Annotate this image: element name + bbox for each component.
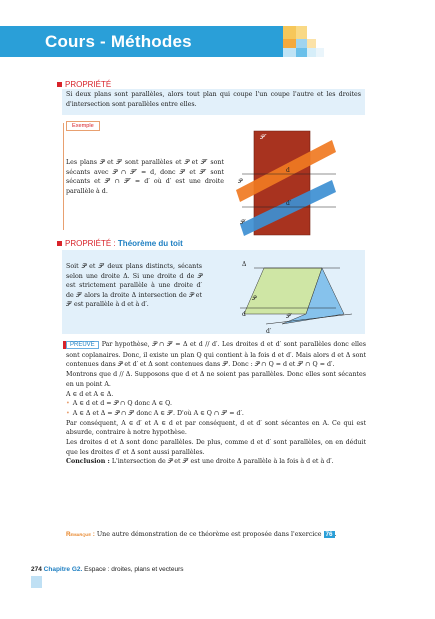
theorem-heading: PROPRIÉTÉ : Théorème du toit bbox=[57, 239, 183, 248]
label-d: d bbox=[286, 167, 290, 174]
theorem-text: Soit 𝒫 et 𝒫′ deux plans distincts, sécants selon une droite Δ. Si une droite d de 𝒫 est strictement parallèle à une droite d′ de 𝒫′ alors la droite Δ intersection de 𝒫 et 𝒫′ est parallèle à d et à d′. bbox=[66, 263, 202, 309]
label-p-prime: 𝒫′ bbox=[286, 313, 292, 320]
remark-text: Une autre démonstration de ce théorème est proposée dans l'exercice bbox=[96, 531, 322, 538]
remark-label: Remarque : bbox=[66, 531, 95, 538]
bullet-icon: • bbox=[66, 409, 70, 417]
deco-square bbox=[283, 39, 296, 48]
exercise-link[interactable]: 76 bbox=[325, 531, 333, 538]
property-text: Si deux plans sont parallèles, alors tout plan qui coupe l'un coupe l'autre et les droites d'intersection sont parallèles entre elles. bbox=[66, 91, 361, 108]
deco-square bbox=[283, 26, 296, 39]
deco-square bbox=[316, 48, 324, 57]
deco-square bbox=[296, 48, 307, 57]
deco-square bbox=[307, 39, 316, 48]
label-d: d bbox=[242, 311, 246, 318]
example-frame bbox=[63, 123, 64, 230]
chapter-title: Espace : droites, plans et vecteurs bbox=[84, 566, 184, 573]
proof-bullet: • A ∈ d et d = 𝒫 ∩ Q donc A ∈ Q. bbox=[66, 400, 172, 408]
label-d-prime: d′ bbox=[266, 328, 272, 335]
example-label: Exemple bbox=[66, 121, 100, 131]
label-p-prime: 𝒫′ bbox=[240, 219, 246, 226]
page-header bbox=[0, 0, 435, 64]
proof-tag: PREUVE bbox=[66, 341, 99, 349]
page-number: 274 bbox=[31, 566, 42, 573]
example-text: Les plans 𝒫 et 𝒫′ sont parallèles et 𝒫 et 𝒫″ sont sécants avec 𝒫 ∩ 𝒫″ = d, donc 𝒫′ et 𝒫″ sont sécants et 𝒫′ ∩ 𝒫″ = d′ où d′ est une droite parallèle à d. bbox=[66, 159, 224, 195]
proof-paragraph: PREUVE Par hypothèse, 𝒫 ∩ 𝒫′ = Δ et d // d′. Les droites d et d′ sont parallèles donc elles sont coplanaires. Donc, il existe un plan Q qui contient à la fois d et d′. Mais alors d et Δ sont contenues dans 𝒫 et d′ et Δ sont contenues dans 𝒫′. Donc : 𝒫 ∩ Q = d et 𝒫′ ∩ Q = d′. bbox=[66, 341, 366, 369]
proof-paragraph: A ∈ d et A ∈ Δ. bbox=[66, 390, 114, 398]
deco-square bbox=[296, 26, 307, 39]
deco-square bbox=[307, 48, 316, 57]
heading-marker bbox=[57, 241, 62, 246]
footer-tab bbox=[31, 576, 42, 588]
deco-square bbox=[283, 48, 296, 57]
roof-theorem-figure bbox=[236, 256, 361, 336]
label-delta: Δ bbox=[242, 261, 247, 268]
remark: Remarque : Une autre démonstration de ce théorème est proposée dans l'exercice 76 . bbox=[66, 531, 337, 538]
parallel-planes-figure bbox=[226, 128, 351, 238]
proof-paragraph: Par conséquent, A ∈ d′ et A ∈ d et par conséquent, d et d′ sont sécantes en A. Ce qui est absurde, contraire à notre hypothèse. bbox=[66, 419, 366, 437]
proof-conclusion: Conclusion : L'intersection de 𝒫 et 𝒫′ est une droite Δ parallèle à la fois à d et à d′. bbox=[66, 458, 334, 466]
proof-block bbox=[66, 340, 366, 467]
bullet-icon: • bbox=[66, 400, 70, 408]
proof-bullet: • A ∈ Δ et Δ = 𝒫 ∩ 𝒫′ donc A ∈ 𝒫′. D'où A ∈ Q ∩ 𝒫′ = d′. bbox=[66, 409, 244, 417]
label-p: 𝒫 bbox=[238, 178, 243, 185]
heading-marker bbox=[57, 82, 62, 87]
proof-paragraph: Montrons que d // Δ. Supposons que d et Δ ne soient pas parallèles. Donc elles sont sécantes en un point A. bbox=[66, 371, 366, 388]
page-footer bbox=[31, 566, 184, 573]
property-heading: PROPRIÉTÉ bbox=[57, 80, 111, 89]
deco-square bbox=[296, 39, 307, 48]
chapter-label: Chapitre G2. bbox=[43, 566, 83, 573]
page-title: Cours - Méthodes bbox=[45, 32, 192, 51]
proof-paragraph: Les droites d et Δ sont donc parallèles. De plus, comme d et d′ sont parallèles, on en déduit que les droites d′ et Δ sont aussi parallèles. bbox=[66, 439, 366, 456]
label-p-second: 𝒫″ bbox=[260, 134, 267, 141]
label-d-prime: d′ bbox=[286, 200, 292, 207]
label-p: 𝒫 bbox=[252, 295, 257, 302]
